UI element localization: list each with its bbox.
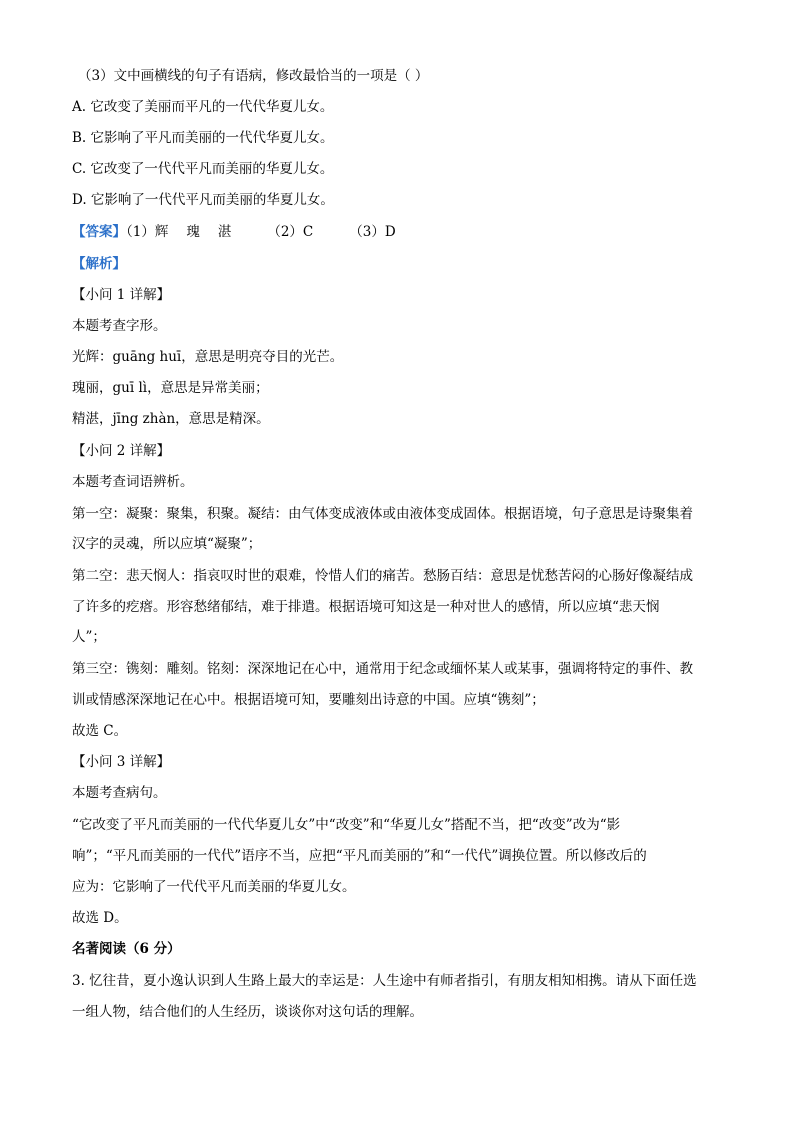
sub2-heading: 【小问 2 详解】 — [72, 443, 171, 459]
sub3-line: 应为：它影响了一代代平凡而美丽的华夏儿女。 — [72, 879, 356, 895]
section-title: 名著阅读（6 分） — [72, 941, 181, 957]
analysis-tag: 【解析】 — [72, 256, 126, 272]
option-c: C. 它改变了一代代平凡而美丽的华夏儿女。 — [72, 161, 334, 177]
option-a: A. 它改变了美丽而平凡的一代代华夏儿女。 — [72, 99, 334, 115]
sub1-heading: 【小问 1 详解】 — [72, 287, 171, 303]
section-question-line: 3. 忆往昔，夏小逸认识到人生路上最大的幸运是：人生途中有师者指引，有朋友相知相携。请从下面任选 — [72, 973, 697, 989]
answer-line — [72, 222, 396, 242]
sub2-line: 了许多的疙瘩。形容愁绪郁结，难于排遣。根据语境可知这是一种对世人的感情，所以应填“悲天悯 — [72, 599, 660, 615]
question-3-prompt: （3）文中画横线的句子有语病，修改最恰当的一项是（ ） — [78, 68, 429, 84]
sub1-line: 瑰丽，guī lì，意思是异常美丽； — [72, 380, 269, 396]
sub2-line: 第一空：凝聚：聚集，积聚。凝结：由气体变成液体或由液体变成固体。根据语境，句子意思是诗聚集着 — [72, 506, 693, 522]
sub1-line: 精湛，jīng zhàn，意思是精深。 — [72, 411, 270, 427]
section-question-line: 一组人物，结合他们的人生经历，谈谈你对这句话的理解。 — [72, 1004, 423, 1020]
answer-part-3: （3）D — [349, 224, 396, 240]
answer-part-1: （1）辉 — [126, 224, 169, 240]
sub2-line: 第二空：悲天悯人：指哀叹时世的艰难，怜惜人们的痛苦。愁肠百结：意思是忧愁苦闷的心肠好像凝结成 — [72, 568, 693, 584]
answer-part-1c: 湛 — [217, 224, 232, 240]
sub3-heading: 【小问 3 详解】 — [72, 754, 171, 770]
sub3-line: 响”；“平凡而美丽的一代代”语序不当，应把“平凡而美丽的”和“一代代”调换位置。所以修改后的 — [72, 848, 647, 864]
sub2-line: 汉字的灵魂，所以应填“凝聚”； — [72, 536, 262, 552]
sub3-line: 本题考查病句。 — [72, 785, 167, 801]
sub3-line: “它改变了平凡而美丽的一代代华夏儿女”中“改变”和“华夏儿女”搭配不当，把“改变”改为“影 — [72, 817, 621, 833]
sub2-line: 人”； — [72, 629, 106, 645]
option-b: B. 它影响了平凡而美丽的一代代华夏儿女。 — [72, 130, 334, 146]
sub2-line: 第三空：镌刻：雕刻。铭刻：深深地记在心中，通常用于纪念或缅怀某人或某事，强调将特定的事件、教 — [72, 661, 693, 677]
answer-part-2: （2）C — [267, 224, 314, 240]
sub2-line: 本题考查词语辨析。 — [72, 474, 194, 490]
sub2-line: 故选 C。 — [72, 723, 128, 739]
answer-part-1b: 瑰 — [186, 224, 200, 240]
sub1-line: 光辉：guāng huī，意思是明亮夺目的光芒。 — [72, 349, 344, 365]
sub2-line: 训或情感深深地记在心中。根据语境可知，要雕刻出诗意的中国。应填“镌刻”； — [72, 692, 545, 708]
sub3-line: 故选 D。 — [72, 910, 128, 926]
answer-tag: 【答案】 — [72, 224, 126, 240]
sub1-line: 本题考查字形。 — [72, 318, 167, 334]
option-d: D. 它影响了一代代平凡而美丽的华夏儿女。 — [72, 192, 334, 208]
